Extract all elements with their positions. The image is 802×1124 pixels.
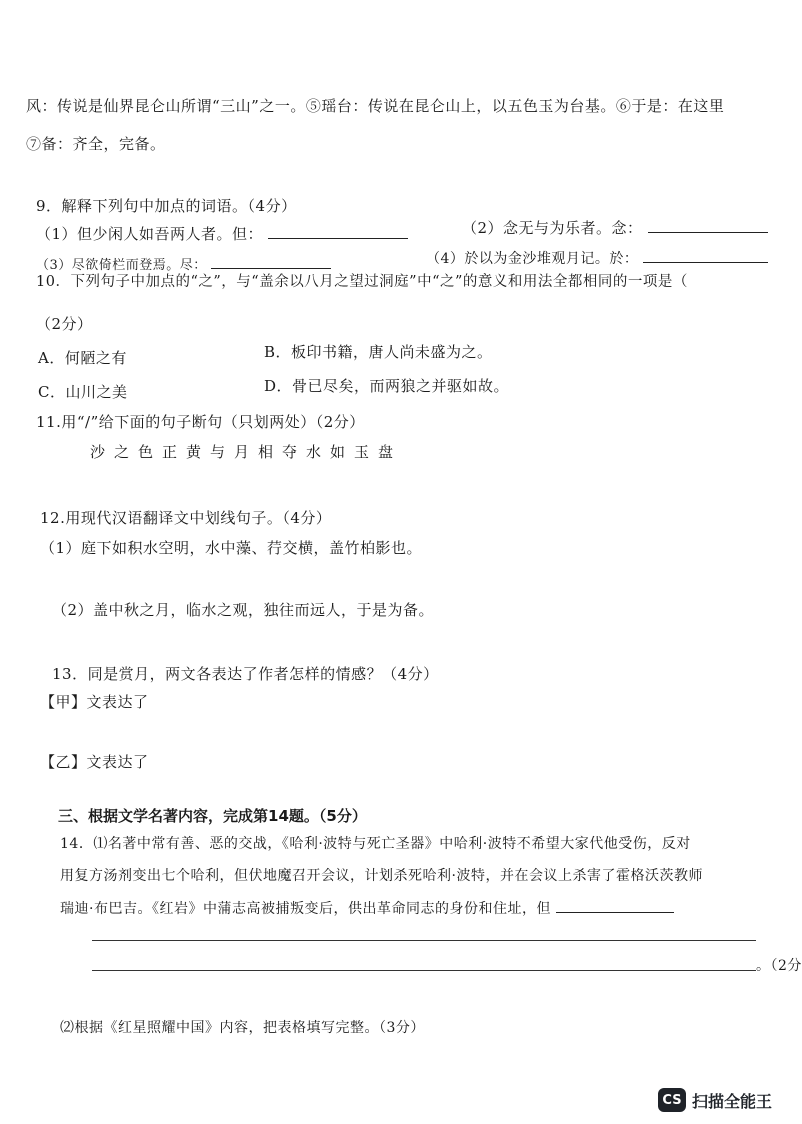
q13-jia: 【甲】文表达了 xyxy=(40,693,149,711)
q9-item-3-text: （3）尽欲倚栏而登焉。尽： xyxy=(36,258,207,273)
q10-option-c: C．山川之美 xyxy=(38,383,128,401)
q11-sentence: 沙之色正黄与月相夺水如玉盘 xyxy=(90,443,403,461)
q9-item-4-text: （4）於以为金沙堆观月记。於： xyxy=(426,251,639,267)
q14-answer-line-1[interactable] xyxy=(92,940,756,941)
q10-stem-text: 10．下列句子中加点的“之”，与“盖余以八月之望过洞庭”中“之”的意义和用法全都相同的一项是（ xyxy=(36,274,688,290)
q14-line-3 xyxy=(60,898,674,919)
notes-line-2: ⑦备：齐全，完备。 xyxy=(26,135,166,153)
q12-stem: 12.用现代汉语翻译文中划线句子。（4分） xyxy=(40,509,332,527)
q14-answer-blank-inline[interactable] xyxy=(556,898,674,913)
q12-item-2: （2）盖中秋之月，临水之观，独往而远人，于是为备。 xyxy=(52,601,435,619)
q12-item-1: （1）庭下如积水空明，水中藻、荇交横，盖竹柏影也。 xyxy=(40,539,423,557)
q9-item-4 xyxy=(426,248,768,269)
q14-answer-line-2[interactable] xyxy=(92,970,756,971)
q10-option-a: A．何陋之有 xyxy=(38,349,127,367)
q9-item-2-text: （2）念无与为乐者。念： xyxy=(462,219,643,237)
q14-line-1: 14．⑴名著中常有善、恶的交战，《哈利·波特与死亡圣器》中哈利·波特不希望大家代他受伤，反对 xyxy=(60,836,691,852)
scanner-watermark xyxy=(658,1088,772,1112)
q11-stem: 11.用“/”给下面的句子断句（只划两处）（2分） xyxy=(36,413,365,431)
scanner-logo-icon: CS xyxy=(658,1088,686,1112)
q14-part-2: ⑵根据《红星照耀中国》内容，把表格填写完整。（3分） xyxy=(60,1020,425,1036)
scanner-logo-text: 扫描全能王 xyxy=(691,1091,772,1111)
q10-option-b: B．板印书籍，唐人尚未盛为之。 xyxy=(264,343,493,361)
section-3-heading: 三、根据文学名著内容，完成第14题。（5分） xyxy=(58,807,367,825)
q9-answer-blank-2[interactable] xyxy=(648,218,768,233)
q13-yi: 【乙】文表达了 xyxy=(40,753,149,771)
q10-stem xyxy=(36,272,688,292)
q9-stem: 9．解释下列句中加点的词语。（4分） xyxy=(36,197,297,215)
q9-answer-blank-4[interactable] xyxy=(643,248,768,263)
q14-score-tail: 。（2分 xyxy=(756,958,802,974)
q14-line-2: 用复方汤剂变出七个哈利，但伏地魔召开会议，计划杀死哈利·波特，并在会议上杀害了霍格沃茨教师 xyxy=(60,868,703,884)
q9-answer-blank-3[interactable] xyxy=(211,254,331,269)
q9-answer-blank-1[interactable] xyxy=(268,224,408,239)
q10-score: （2分） xyxy=(36,315,93,333)
notes-line-1: 风：传说是仙界昆仑山所谓“三山”之一。⑤瑶台：传说在昆仑山上，以五色玉为台基。⑥于是：在这里 xyxy=(26,97,725,115)
q10-option-d: D．骨已尽矣，而两狼之并驱如故。 xyxy=(264,377,510,395)
q14-line-3-text: 瑞迪·布巴吉。《红岩》中蒲志高被捕叛变后，供出革命同志的身份和住址，但 xyxy=(60,901,551,917)
q9-item-2 xyxy=(462,218,768,238)
q9-item-1-text: （1）但少闲人如吾两人者。但： xyxy=(36,225,264,243)
q13-stem: 13．同是赏月，两文各表达了作者怎样的情感？（4分） xyxy=(52,665,439,683)
q9-item-1 xyxy=(36,224,408,244)
